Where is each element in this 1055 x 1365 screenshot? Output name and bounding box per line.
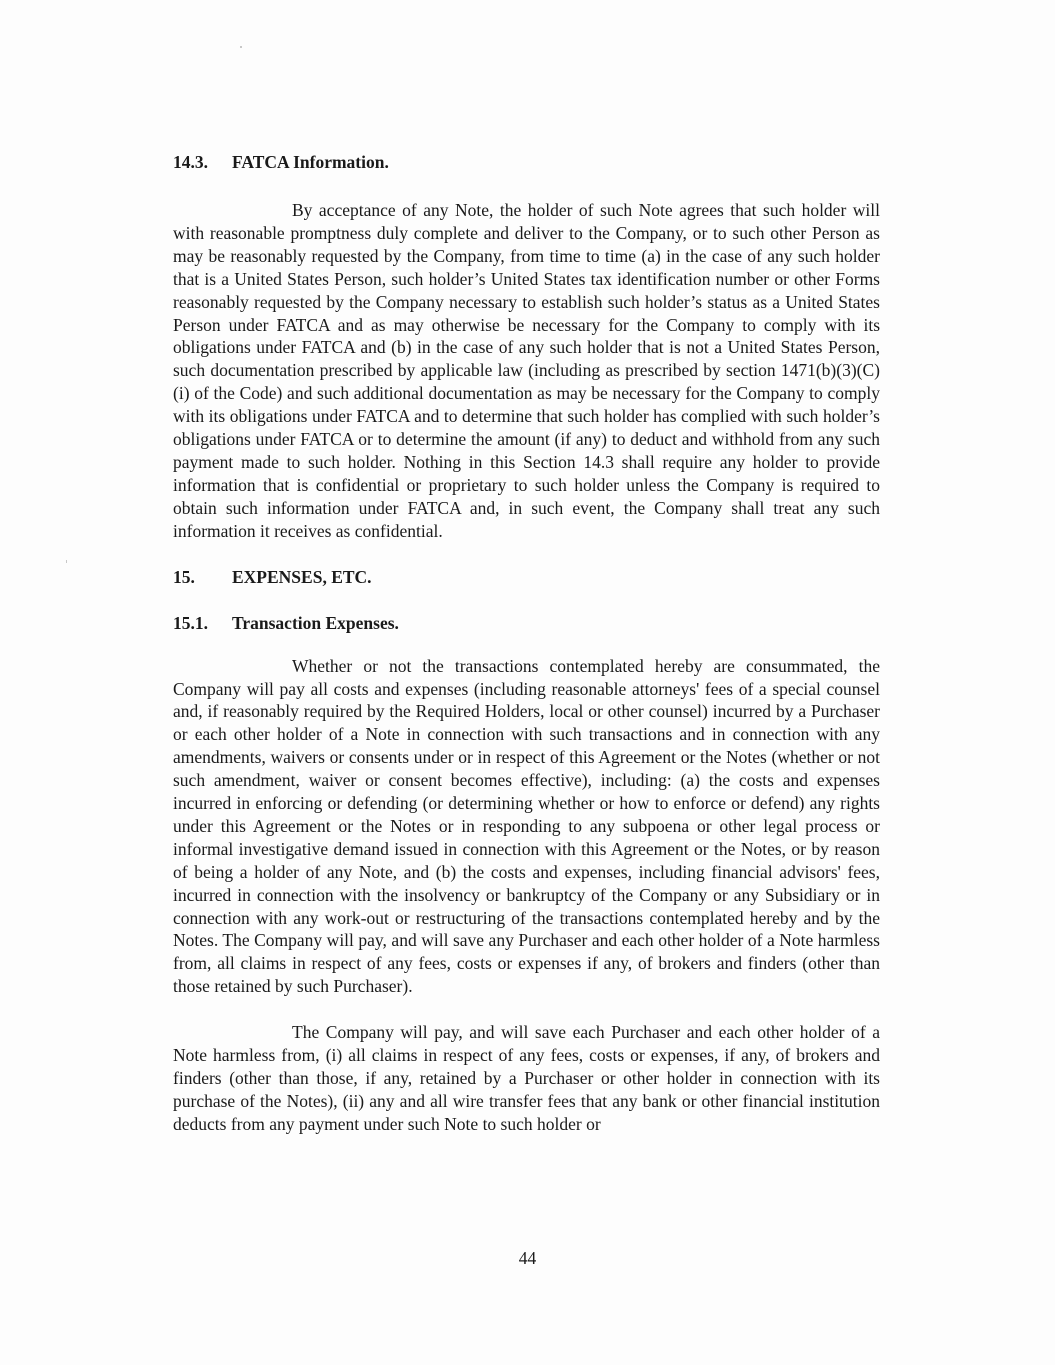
- section-title: Transaction Expenses.: [232, 612, 399, 633]
- section-heading-14-3: [173, 151, 880, 174]
- document-body: [173, 151, 880, 1136]
- transaction-expenses-paragraph-2: The Company will pay, and will save each Purchaser and each other holder of a Note harmless from, (i) all claims in respect of any fees, costs or expenses, if any, of brokers and finders (other than those, if any, retained by a Purchaser or other holder in connection with its purchase of the Notes), (ii) any and all wire transfer fees that any bank or other financial institution deducts from any payment under such Note to such holder or: [173, 1022, 880, 1134]
- scan-speck: [66, 560, 67, 563]
- scan-speck: [240, 46, 242, 48]
- section-heading-15: [173, 566, 880, 589]
- section-number: 14.3.: [173, 152, 208, 172]
- page-number: 44: [518, 1248, 537, 1268]
- transaction-expenses-paragraph-1: Whether or not the transactions contemplated hereby are consummated, the Company will pay all costs and expenses (including reasonable attorneys' fees of a special counsel and, if reasonably required by the Required Holders, local or other counsel) incurred by a Purchaser or each other holder of a Note in connection with such transactions and in connection with any amendments, waivers or consents under or in respect of this Agreement or the Notes (whether or not such amendment, waiver or consent becomes effective), including: (a) the costs and expenses incurred in enforcing or defending (or determining whether or how to enforce or defend) any rights under this Agreement or the Notes or in responding to any subpoena or other legal process or informal investigative demand issued in connection with this Agreement or the Notes, or by reason of being a holder of any Note, and (b) the costs and expenses, including financial advisors' fees, incurred in connection with the insolvency or bankruptcy of the Company or any Subsidiary or in connection with any work-out or restructuring of the transactions contemplated hereby and by the Notes. The Company will pay, and will save any Purchaser and each other holder of a Note harmless from, all claims in respect of any fees, costs or expenses if any, of brokers and finders (other than those retained by such Purchaser).: [173, 655, 880, 997]
- fatca-paragraph: By acceptance of any Note, the holder of such Note agrees that such holder will with reasonable promptness duly complete and deliver to the Company, or to such other Person as may be reasonably requested by the Company, from time to time (a) in the case of any such holder that is a United States Person, such holder’s United States tax identification number or other Forms reasonably requested by the Company necessary to establish such holder’s status as a United States Person under FATCA and as may otherwise be necessary for the Company to comply with its obligations under FATCA and (b) in the case of any such holder that is not a United States Person, such documentation prescribed by applicable law (including as prescribed by section 1471(b)(3)(C)(i) of the Code) and such additional documentation as may be necessary for the Company to comply with its obligations under FATCA and to determine that such holder has complied with such holder’s obligations under FATCA or to determine the amount (if any) to deduct and withhold from any such payment made to such holder. Nothing in this Section 14.3 shall require any holder to provide information that is confidential or proprietary to such holder unless the Company is required to obtain such information under FATCA and, in such event, the Company shall treat any such information it receives as confidential.: [173, 200, 880, 541]
- section-title: EXPENSES, ETC.: [232, 566, 372, 587]
- section-number: 15.: [173, 566, 195, 587]
- section-title: FATCA Information.: [232, 152, 389, 172]
- section-heading-15-1: [173, 612, 880, 635]
- section-number: 15.1.: [173, 612, 208, 633]
